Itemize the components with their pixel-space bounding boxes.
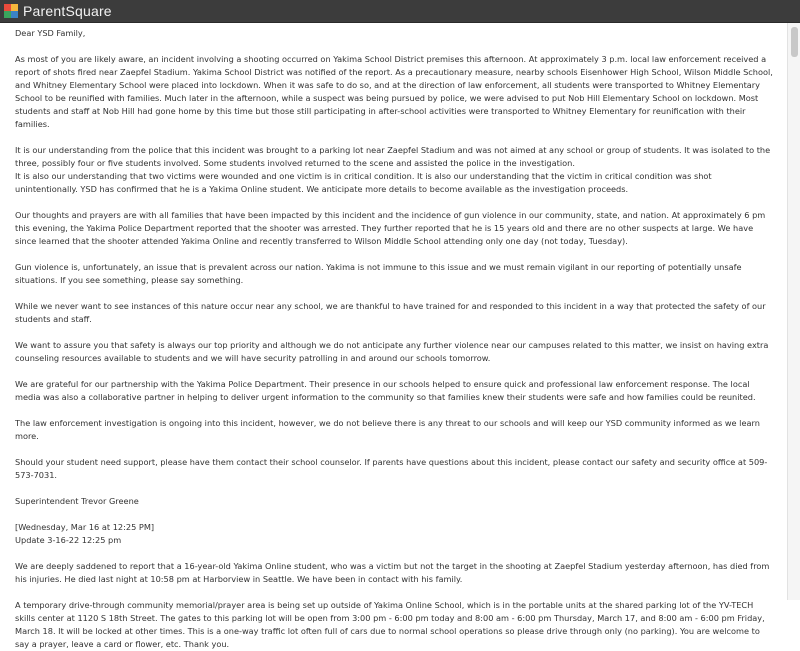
paragraph-investigation: The law enforcement investigation is ongoing into this incident, however, we do not believe there is any threat to our schools and will keep our YSD community informed as we learn more. xyxy=(15,418,760,441)
paragraph-incident: As most of you are likely aware, an incident involving a shooting occurred on Yakima School District premises this afternoon. At approximately 3 p.m. local law enforcement received a report of shots fired near Zaepfel Stadium. Yakima School District was notified of the report. As a precautionary measure, nearby schools Eisenhower High School, Wilson Middle School, and Whitney Elementary School were placed into lockdown. When it was safe to do so, and at the direction of law enforcement, all students were transported to Whitney Elementary School to be reunified with families. Much later in the afternoon, while a suspect was being pursued by police, we were advised to put Nob Hill Elementary School on lockdown. Most students and staff at Nob Hill had gone home by this time but those still participating in after-school activities were transported to Whitney Elementary for reunification with their families. xyxy=(15,54,773,129)
logo-quadrant xyxy=(4,4,11,11)
update-label: Update 3-16-22 12:25 pm xyxy=(15,535,122,545)
paragraph-thankful: While we never want to see instances of this nature occur near any school, we are thankful to have trained for and responded to this incident in a way that protected the safety of our students and staff. xyxy=(15,301,766,324)
app-titlebar xyxy=(0,0,800,23)
logo-quadrant xyxy=(11,11,18,18)
logo-quadrant xyxy=(11,4,18,11)
paragraph-support: Should your student need support, please have them contact their school counselor. If parents have questions about this incident, please contact our safety and security office at 509-573-7031. xyxy=(15,457,768,480)
vertical-scrollbar[interactable] xyxy=(787,23,800,600)
update-timestamp: [Wednesday, Mar 16 at 12:25 PM] xyxy=(15,522,155,532)
greeting: Dear YSD Family, xyxy=(15,28,86,38)
paragraph-thoughts: Our thoughts and prayers are with all families that have been impacted by this incident and the incidence of gun violence in our community, state, and nation. At approximately 6 pm this evening, the Yakima Police Department reported that the shooter was arrested. They further reported that he is 15 years old and there are no other suspects at large. We have since learned that the shooter attended Yakima Online and recently transferred to Wilson Middle School attending only one day (not today, Tuesday). xyxy=(15,210,766,246)
paragraph-update-memorial: A temporary drive-through community memorial/prayer area is being set up outside of Yakima Online School, which is in the portable units at the shared parking lot of the YV-TECH skills center at 1120 S 18th Street. The gates to this parking lot will be open from 3:00 pm - 6:00 pm today and 8:00 am - 6:00 pm Thursday, March 17, and 8:00 am - 6:00 pm Friday, March 18. It will be locked at other times. This is a one-way traffic lot often full of cars due to normal school operations so please drive through only (no parking). You are welcome to say a prayer, leave a card or flower, etc. Thank you. xyxy=(15,600,765,649)
logo-quadrant xyxy=(4,11,11,18)
paragraph-victims: It is also our understanding that two victims were wounded and one victim is in critical condition. It is also our understanding that the victim in critical condition was shot unintentionally. YSD has confirmed that he is a Yakima Online student. We anticipate more details to become available as the investigation proceeds. xyxy=(15,171,712,194)
app-title: ParentSquare xyxy=(23,3,112,19)
scrollbar-thumb[interactable] xyxy=(791,27,798,57)
paragraph-safety: We want to assure you that safety is always our top priority and although we do not anticipate any further violence near our campuses related to this matter, we insist on having extra counseling resources available to students and we will have security patrolling in and around our schools tomorrow. xyxy=(15,340,769,363)
signature: Superintendent Trevor Greene xyxy=(15,496,139,506)
parentsquare-logo-icon xyxy=(4,4,18,18)
paragraph-understanding: It is our understanding from the police that this incident was brought to a parking lot near Zaepfel Stadium and was not aimed at any school or group of students. It was isolated to the three, possibly four or five students involved. Some students involved returned to the scene and assisted the police in the investigation. xyxy=(15,145,771,168)
paragraph-update-saddened: We are deeply saddened to report that a 16-year-old Yakima Online student, who was a victim but not the target in the shooting at Zaepfel Stadium yesterday afternoon, has died from his injuries. He died last night at 10:58 pm at Harborview in Seattle. We have been in contact with his family. xyxy=(15,561,770,584)
paragraph-partnership: We are grateful for our partnership with the Yakima Police Department. Their presence in our schools helped to ensure quick and professional law enforcement response. The local media was also a collaborative partner in helping to deliver urgent information to the community so that families knew their students were safe and how families could be reunited. xyxy=(15,379,756,402)
message-body xyxy=(0,23,788,649)
paragraph-gun-violence: Gun violence is, unfortunately, an issue that is prevalent across our nation. Yakima is not immune to this issue and we must remain vigilant in our reporting of potentially unsafe situations. If you see something, please say something. xyxy=(15,262,742,285)
